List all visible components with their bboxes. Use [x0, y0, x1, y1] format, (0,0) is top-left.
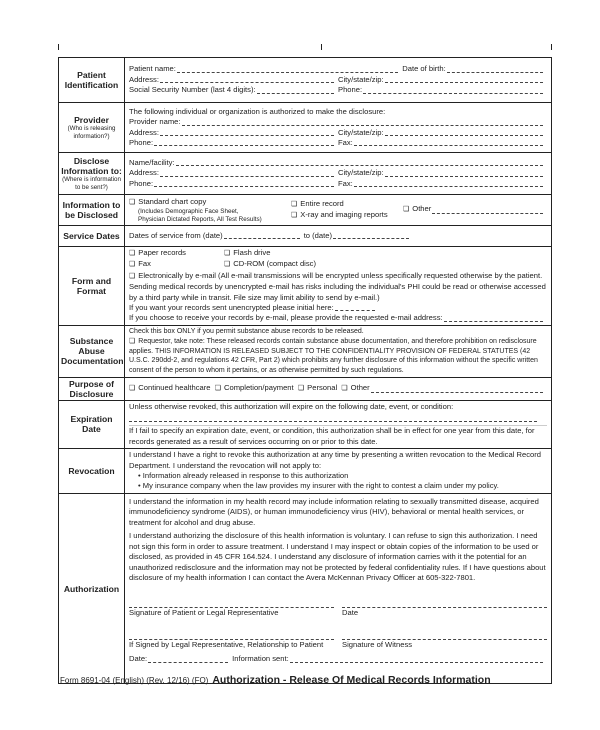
- phone-field[interactable]: [154, 185, 334, 187]
- information-sent-label: Information sent:: [232, 654, 289, 664]
- witness-label: Signature of Witness: [342, 639, 413, 649]
- section-label: Information to be Disclosed: [59, 195, 125, 226]
- initial-field[interactable]: [335, 309, 375, 311]
- section-label: [59, 153, 125, 195]
- cd-rom-checkbox[interactable]: ❏ CD-ROM (compact disc): [224, 259, 316, 270]
- revocation-bullet: • My insurance company when the law provides my insurer with the right to contest a claim under my policy.: [138, 481, 499, 491]
- expiration-field[interactable]: [129, 412, 537, 422]
- section-label: Purpose of Disclosure: [59, 377, 125, 400]
- disclose-to-section: [59, 153, 552, 195]
- service-dates-section: [59, 226, 552, 247]
- revocation-section: [59, 449, 552, 494]
- dob-label: Date of birth:: [402, 64, 446, 74]
- patient-signature-field[interactable]: [129, 587, 334, 608]
- other-checkbox[interactable]: ❏ Other: [403, 204, 431, 215]
- standard-note: (Includes Demographic Face Sheet,: [138, 208, 239, 216]
- ssn-label: Social Security Number (last 4 digits):: [129, 85, 256, 95]
- expiration-section: [59, 400, 552, 448]
- continued-healthcare-checkbox[interactable]: ❏ Continued healthcare: [129, 383, 210, 394]
- fax-field[interactable]: [354, 185, 543, 187]
- paper-records-checkbox[interactable]: ❏ Paper records: [129, 248, 224, 259]
- facility-label: Name/facility:: [129, 157, 175, 167]
- section-label: Patient Identification: [59, 58, 125, 103]
- address-field[interactable]: [160, 81, 334, 83]
- authorization-paragraph: I understand the information in my health record may include information relating to sexually transmitted disease, acquired immunodeficiency syndrome (AIDS), or human immunodeficiency virus (HIV), behavioral or mental health services, or treatment for alcohol and drug abuse.: [129, 497, 539, 527]
- crop-mark: [321, 44, 322, 50]
- provider-name-field[interactable]: [182, 124, 544, 126]
- fax-label: Fax:: [338, 137, 353, 147]
- standard-chart-checkbox[interactable]: ❏ Standard chart copy: [129, 197, 206, 206]
- relationship-field[interactable]: [129, 619, 334, 640]
- city-field[interactable]: [385, 134, 543, 136]
- information-disclosed-section: [59, 195, 552, 226]
- address-field[interactable]: [160, 134, 334, 136]
- section-label: Service Dates: [59, 226, 125, 247]
- city-label: City/state/zip:: [338, 74, 384, 84]
- dob-field[interactable]: [447, 71, 543, 73]
- other-field[interactable]: [432, 212, 543, 214]
- patient-name-label: Patient name:: [129, 64, 176, 74]
- information-sent-field[interactable]: [290, 661, 543, 663]
- address-label: Address:: [129, 127, 159, 137]
- phone-label: Phone:: [129, 178, 154, 188]
- facility-field[interactable]: [176, 164, 543, 166]
- revocation-text: I understand I have a right to revoke this authorization at any time by presenting a written revocation to the Medical Record Department. I understand the revocation will not apply to:: [129, 450, 541, 470]
- from-date-field[interactable]: [224, 237, 300, 239]
- completion-payment-checkbox[interactable]: ❏ Completion/payment: [215, 383, 294, 394]
- email-checkbox[interactable]: ❏ Electronically by e-mail (All e-mail transmissions will be encrypted unless specifically requested otherwise by the patient. Sending medical records by unencrypted e-mail has risks including the individual's PHI could be read or otherwise accessed by a third party while in transit. File size may limit ability to send by e-mail.): [129, 271, 547, 303]
- substance-instruction: Check this box ONLY if you permit substance abuse records to be released.: [129, 328, 364, 336]
- sublabel: (Who is releasing information?): [67, 125, 116, 140]
- fax-label: Fax:: [338, 178, 353, 188]
- phone-label: Phone:: [129, 137, 154, 147]
- authorization-paragraph: I understand authorizing the disclosure of this health information is voluntary. I can refuse to sign this authorization. I need not sign this form in order to assure treatment. I understand I may inspect or obtain copies of the information to be used or disclosed, as provided in 45 CFR 164.524. I understand any disclosure of information carries with it the potential for an unauthorized redisclosure and the information may not be protected by federal confidentiality rules. If I have questions about disclosure of my health information I can contact the Avera McKennan Privacy Officer at 605-322-7801.: [129, 531, 546, 582]
- other-purpose-checkbox[interactable]: ❏ Other: [341, 383, 369, 394]
- crop-mark: [58, 44, 59, 50]
- email-field[interactable]: [444, 320, 543, 322]
- revocation-bullet: • Information already released in response to this authorization: [138, 471, 349, 481]
- authorization-form: [58, 57, 552, 684]
- standard-note: Physician Dictated Reports, All Test Results): [138, 215, 262, 223]
- address-field[interactable]: [160, 175, 334, 177]
- section-label: Substance Abuse Documentation: [59, 325, 125, 377]
- to-label: to (date): [303, 230, 332, 240]
- section-label: Expiration Date: [59, 400, 125, 448]
- signature-label: Signature of Patient or Legal Representative: [129, 608, 279, 618]
- fax-checkbox[interactable]: ❏ Fax: [129, 259, 224, 270]
- city-field[interactable]: [385, 175, 543, 177]
- city-label: City/state/zip:: [338, 168, 384, 178]
- witness-signature-field[interactable]: [342, 619, 547, 640]
- section-label: [59, 103, 125, 153]
- section-label: Revocation: [59, 449, 125, 494]
- from-label: Dates of service from (date): [129, 230, 223, 240]
- flash-drive-checkbox[interactable]: ❏ Flash drive: [224, 248, 270, 259]
- date-label: Date:: [129, 654, 148, 664]
- patient-identification-section: [59, 58, 552, 103]
- date-label: Date: [342, 608, 359, 618]
- phone-field[interactable]: [154, 144, 334, 146]
- section-label: Form and Format: [59, 247, 125, 326]
- date-field[interactable]: [342, 587, 547, 608]
- label-text: Disclose Information to:: [61, 156, 122, 176]
- form-title: Authorization - Release Of Medical Records Information: [212, 674, 491, 686]
- personal-checkbox[interactable]: ❏ Personal: [298, 383, 337, 394]
- sublabel: (Where is information to be sent?): [62, 176, 121, 191]
- expiration-default-text: If I fail to specify an expiration date, event, or condition, this authorization shall be in effect for one year from this date, for records generated as a result of services occurring on or prior to this date.: [129, 425, 547, 447]
- entire-record-checkbox[interactable]: ❏ Entire record: [291, 199, 403, 210]
- form-footer: [60, 674, 491, 686]
- substance-checkbox[interactable]: ❏ Requestor, take note: These released records contain substance abuse documentation, and therefore prohibition on redisclosure applies. THIS INFORMATION IS RELEASED SUBJECT TO THE CONFIDENTIALITY PROVISION OF FEDERAL STATUTES (42 U.S.C. 290dd-2, and regulations 42 CFR, Part 2) which prohibits any further disclosure of this information without the specific written consent of the person to whom it pertains, or as otherwise permitted by such regulations.: [129, 337, 547, 375]
- date-sent-field[interactable]: [148, 661, 228, 663]
- phone-label: Phone:: [338, 85, 363, 95]
- fax-field[interactable]: [354, 144, 543, 146]
- provider-intro: The following individual or organization is authorized to make the disclosure:: [129, 106, 386, 116]
- xray-checkbox[interactable]: ❏ X-ray and imaging reports: [291, 210, 403, 221]
- purpose-section: [59, 377, 552, 400]
- address-label: Address:: [129, 74, 159, 84]
- form-and-format-section: [59, 247, 552, 326]
- provider-section: [59, 103, 552, 153]
- label-text: Provider: [74, 115, 109, 125]
- substance-abuse-section: [59, 325, 552, 377]
- initial-label: If you want your records sent unencrypted please initial here:: [129, 303, 334, 313]
- address-label: Address:: [129, 168, 159, 178]
- relationship-label: If Signed by Legal Representative, Relationship to Patient: [129, 639, 324, 649]
- provider-name-label: Provider name:: [129, 117, 181, 127]
- form-number: Form 8691-04 (English) (Rev. 12/16) (FO): [60, 676, 209, 685]
- crop-mark: [551, 44, 552, 50]
- city-label: City/state/zip:: [338, 127, 384, 137]
- authorization-section: [59, 494, 552, 684]
- to-date-field[interactable]: [333, 237, 409, 239]
- patient-name-field[interactable]: [177, 71, 398, 73]
- phone-field[interactable]: [363, 92, 543, 94]
- ssn-field[interactable]: [257, 92, 334, 94]
- section-label: Authorization: [59, 494, 125, 684]
- other-purpose-field[interactable]: [371, 391, 543, 393]
- city-field[interactable]: [385, 81, 543, 83]
- expiration-text: Unless otherwise revoked, this authorization will expire on the following date, event, or condition:: [129, 401, 454, 411]
- email-label: If you choose to receive your records by e-mail, please provide the requested e-mail address:: [129, 313, 443, 323]
